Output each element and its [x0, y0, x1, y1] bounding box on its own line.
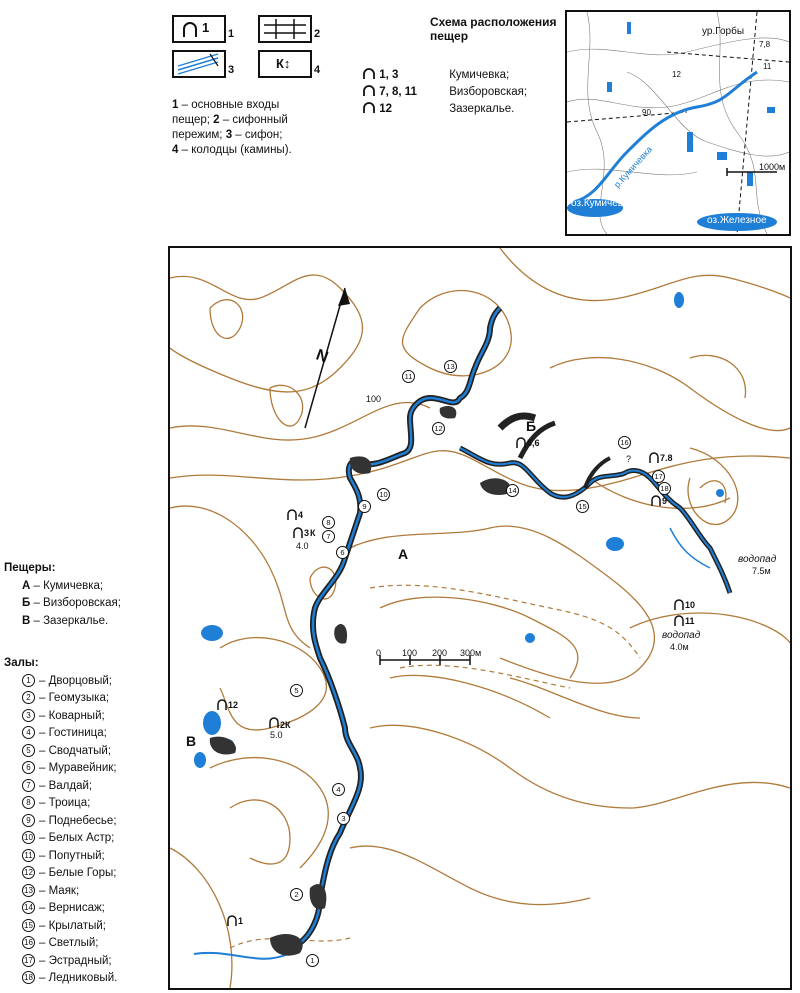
inset-contour-label: 90	[642, 108, 651, 117]
legend-symbol-1-box	[172, 15, 226, 43]
caves-legend-header: Пещеры:	[4, 562, 56, 574]
cave-b-label: Б	[526, 418, 537, 434]
inset-lake1-label: оз.Кумичево	[571, 198, 629, 209]
cave-letter: В	[22, 614, 31, 627]
inset-cave-nums-a: 7,8	[759, 40, 771, 49]
scheme-title-line2: пещер	[430, 29, 469, 43]
caves-legend-item	[4, 613, 121, 631]
hall-legend-item	[22, 673, 117, 691]
contour-100-label: 100	[366, 394, 382, 404]
hall-marker-1: 1	[306, 954, 319, 967]
hall-legend-item	[22, 778, 117, 796]
scheme-cave-2-name: Визборовская;	[449, 86, 528, 98]
hall-name: – Попутный;	[39, 849, 105, 862]
cave-name: – Кумичевка;	[30, 579, 104, 592]
hall-number-badge: 1	[22, 674, 35, 687]
cave-entrance-icon	[174, 17, 224, 41]
inset-cave-num-c: 12	[672, 70, 681, 79]
hall-name: – Валдай;	[39, 779, 93, 792]
scale-bar	[380, 655, 470, 665]
waterfall2-label: водопад	[662, 630, 701, 641]
hall-legend-item	[22, 743, 117, 761]
expl-num-1: 1	[172, 99, 179, 111]
hall-name: – Эстрадный;	[39, 954, 112, 967]
hall-legend-item	[22, 900, 117, 918]
entrance-label-2k: 2К	[280, 720, 291, 730]
halls-legend-header: Залы:	[4, 657, 39, 669]
expl-text-1: – основные входы	[178, 99, 280, 111]
scheme-title-line1: Схема расположения	[430, 15, 557, 29]
scheme-cave-2-entrances: 7, 8, 11	[379, 86, 417, 98]
hall-number-badge: 13	[22, 884, 35, 897]
hall-marker-10: 10	[377, 488, 390, 501]
waterfall1-label: водопад	[738, 554, 777, 565]
expl-num-4: 4	[172, 144, 179, 156]
hall-name: – Крылатый;	[39, 919, 106, 932]
hall-number-badge: 16	[22, 936, 35, 949]
scale-label-200: 200	[432, 648, 448, 658]
hall-legend-item	[22, 760, 117, 778]
cave-passages	[295, 308, 730, 946]
inset-lake2-label: оз.Железное	[707, 215, 767, 226]
hall-marker-3: 3	[337, 812, 350, 825]
waterfall1-height: 7.5м	[752, 566, 771, 576]
hall-legend-item	[22, 883, 117, 901]
hall-marker-17: 17	[652, 470, 665, 483]
siphon-icon	[174, 52, 224, 76]
hall-name: – Белые Горы;	[39, 867, 117, 879]
hall-marker-13: 13	[444, 360, 457, 373]
hall-number-badge: 9	[22, 814, 35, 827]
hall-name: – Вернисаж;	[39, 902, 105, 914]
main-map	[168, 246, 792, 990]
hall-marker-16: 16	[618, 436, 631, 449]
hall-name: – Ледниковый.	[39, 972, 118, 984]
hall-number-badge: 10	[22, 831, 35, 844]
hall-name: – Геомузыка;	[39, 692, 110, 704]
hall-number-badge: 11	[22, 849, 35, 862]
cave-entrance-icon	[362, 102, 376, 113]
hall-marker-8: 8	[322, 516, 335, 529]
scheme-cave-3-entrances: 12	[379, 103, 392, 115]
scheme-title	[430, 15, 557, 43]
cave-letter: Б	[22, 597, 31, 609]
entrance-label-9: 9	[662, 496, 668, 506]
legend-symbol-2-box	[258, 15, 312, 43]
hall-marker-11: 11	[402, 370, 415, 383]
entrance-label-11: 11	[685, 616, 695, 626]
scale-label-100: 100	[402, 648, 418, 658]
hall-name: – Коварный;	[39, 709, 105, 722]
caves-legend-item	[4, 578, 121, 596]
hall-number-badge: 5	[22, 744, 35, 757]
legend-symbol-1-inner: 1	[202, 20, 210, 35]
legend-explanation	[172, 98, 332, 158]
inset-map	[565, 10, 791, 236]
cave-name: – Визборовская;	[30, 597, 121, 609]
entrance-label-12: 12	[228, 700, 239, 710]
legend-num-4: 4	[314, 64, 321, 76]
hall-marker-15: 15	[576, 500, 589, 513]
expl-num-2: 2	[213, 114, 220, 126]
expl-text-4: – колодцы (камины).	[178, 144, 292, 156]
legend-num-2: 2	[314, 28, 321, 40]
hall-name: – Светлый;	[39, 937, 99, 949]
inset-cave-nums-b: 11	[763, 62, 772, 71]
expl-text-2: – сифонный	[219, 114, 288, 126]
hall-legend-item	[22, 935, 117, 953]
hall-number-badge: 7	[22, 779, 35, 792]
hall-legend-item	[22, 708, 117, 726]
scheme-cave-1	[362, 68, 509, 81]
cave-name: – Зазеркалье.	[30, 614, 109, 627]
halls-list	[4, 673, 117, 988]
legend-symbol-3-box	[172, 50, 226, 78]
hall-name: – Белых Астр;	[39, 832, 115, 844]
expl-text-2b: пережим;	[172, 129, 226, 141]
scheme-cave-3-name: Зазеркалье.	[449, 103, 515, 115]
hall-number-badge: 2	[22, 691, 35, 704]
hall-name: – Маяк;	[39, 884, 80, 897]
hall-name: – Троица;	[39, 797, 91, 809]
hall-marker-4: 4	[332, 783, 345, 796]
expl-num-3: 3	[225, 129, 233, 141]
hall-marker-5: 5	[290, 684, 303, 697]
hall-marker-7: 7	[322, 530, 335, 543]
cave-entrance-icon	[362, 68, 376, 79]
cave-a-label: А	[398, 546, 409, 562]
depth-label-4-0: 4.0	[296, 541, 309, 551]
hall-name: – Дворцовый;	[39, 674, 112, 687]
hall-name: – Гостиница;	[39, 727, 107, 739]
inset-river-label: р.Кумичевка	[611, 144, 655, 190]
hall-number-badge: 12	[22, 866, 35, 879]
entrance-label-7-8: 7.8	[660, 453, 673, 463]
hall-marker-18: 18	[658, 482, 671, 495]
hall-marker-9: 9	[358, 500, 371, 513]
hall-marker-6: 6	[336, 546, 349, 559]
question-label: ?	[626, 454, 632, 464]
well-icon: К↕	[276, 56, 291, 71]
waterfall2-height: 4.0м	[670, 642, 689, 652]
depth-label-5-0: 5.0	[270, 730, 283, 740]
hall-number-badge: 8	[22, 796, 35, 809]
hall-legend-item	[22, 795, 117, 813]
halls-legend	[4, 655, 117, 988]
entrance-label-1: 1	[238, 916, 244, 926]
hall-name: – Поднебесье;	[39, 814, 117, 827]
hall-legend-item	[22, 690, 117, 708]
inset-village-label: ур.Горбы	[702, 26, 745, 37]
hall-legend-item	[22, 848, 117, 866]
expl-text-1b: пещер;	[172, 114, 214, 126]
north-label: N	[313, 346, 331, 367]
water-bodies	[194, 292, 724, 768]
hall-name: – Муравейник;	[39, 762, 117, 774]
entrance-label-3: 3	[304, 528, 310, 538]
expl-text-3: – сифон;	[232, 129, 283, 141]
entrance-label-4: 4	[298, 510, 304, 520]
hall-number-badge: 3	[22, 709, 35, 722]
hall-legend-item	[22, 830, 117, 848]
scheme-cave-3	[362, 102, 514, 115]
hall-marker-14: 14	[506, 484, 519, 497]
legend-num-1: 1	[228, 28, 235, 40]
legend-symbol-4-box	[258, 50, 312, 78]
hall-legend-item	[22, 865, 117, 883]
scheme-cave-1-name: Кумичевка;	[449, 69, 510, 81]
legend-num-3: 3	[228, 64, 235, 76]
cave-entrance-icon	[362, 85, 376, 96]
hall-number-badge: 14	[22, 901, 35, 914]
hall-number-badge: 4	[22, 726, 35, 739]
entrance-label-5-6: 5,6	[527, 438, 540, 448]
hall-marker-2: 2	[290, 888, 303, 901]
hall-legend-item	[22, 918, 117, 936]
hall-legend-item	[22, 813, 117, 831]
hall-legend-item	[22, 725, 117, 743]
entrance-label-10: 10	[685, 600, 696, 610]
scheme-cave-2	[362, 85, 527, 98]
hall-number-badge: 15	[22, 919, 35, 932]
well-label-k: К	[310, 528, 316, 538]
scheme-cave-1-entrances: 1, 3	[379, 69, 399, 81]
hall-legend-item	[22, 970, 117, 988]
scale-label-0: 0	[376, 648, 382, 658]
hall-number-badge: 18	[22, 971, 35, 984]
hall-marker-12: 12	[432, 422, 445, 435]
hall-legend-item	[22, 953, 117, 971]
hall-name: – Сводчатый;	[39, 744, 112, 757]
scale-label-300: 300м	[460, 648, 482, 658]
hall-number-badge: 6	[22, 761, 35, 774]
siphon-narrowing-icon	[260, 17, 310, 41]
caves-legend	[4, 560, 121, 630]
hall-number-badge: 17	[22, 954, 35, 967]
main-map-drawing	[170, 248, 790, 988]
cave-letter: А	[22, 579, 31, 592]
cave-c-label: В	[186, 733, 197, 749]
caves-legend-item	[4, 595, 121, 613]
cave-chambers	[210, 406, 511, 956]
inset-scale-label: 1000м	[759, 162, 786, 172]
